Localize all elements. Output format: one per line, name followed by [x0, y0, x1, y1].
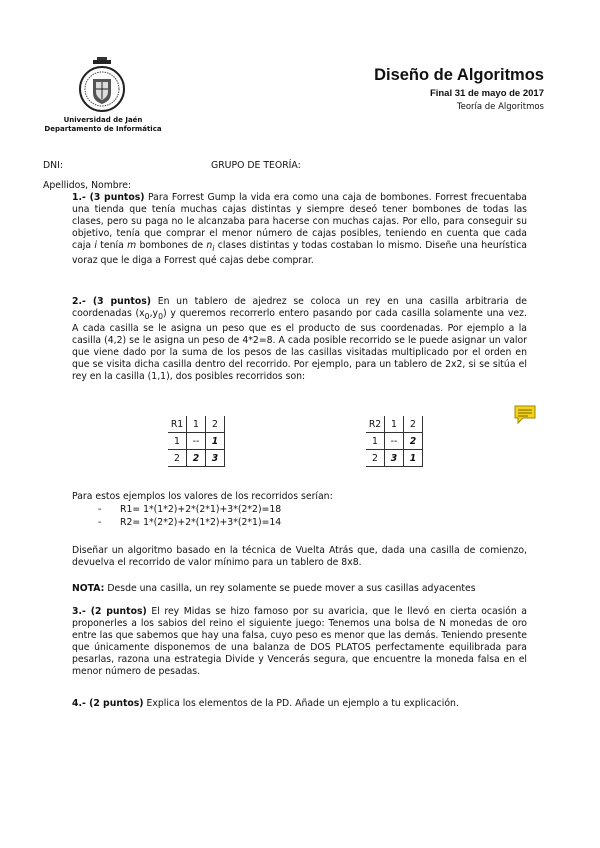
list-dash: - — [98, 517, 102, 528]
university-name: Universidad de Jaén — [63, 116, 143, 124]
table-cell: R2 — [366, 416, 385, 433]
route-table-r2 — [366, 416, 423, 467]
q1-var-n: n — [206, 240, 213, 252]
question-2 — [72, 296, 527, 384]
exam-subject: Teoría de Algoritmos — [456, 102, 544, 112]
table-row — [366, 416, 423, 433]
table-cell: 2 — [366, 450, 385, 467]
table-cell: 2 — [206, 416, 225, 433]
q2-text-b: ) y queremos recorrerlo entero pasando por cada casilla solamente una vez. A cada casilla se le asigna un peso que es el producto de sus coordenadas. Por ejemplo a la casilla (4,2) se le asigna un peso de 4*2=8. A cada posible recorrido se le puede asignar un valor que viene dado por la suma de los pesos de las casillas visitadas multiplicado por el orden en que se visita dicha casilla dentro del recorrido. Por ejemplo, para un tablero de 2x2, si se sitúa el rey en la casilla (1,1), dos posibles recorridos son: — [72, 308, 527, 383]
q2-comma-y: ,y — [149, 308, 159, 320]
example-r2: R2= 1*(2*2)+2*(1*2)+3*(2*1)=14 — [120, 517, 282, 528]
example-r1: R1= 1*(1*2)+2*(2*1)+3*(2*2)=18 — [120, 504, 282, 515]
q1-var-m: m — [127, 240, 137, 252]
table-cell: 1 — [187, 416, 206, 433]
q3-number: 3.- (2 puntos) — [72, 606, 147, 617]
q2-sub-a: 0 — [144, 311, 150, 321]
exam-title: Diseño de Algoritmos — [374, 66, 544, 84]
q1-text-c: bombones de — [136, 240, 207, 252]
question-3 — [72, 606, 527, 679]
q1-text-b: tenía — [96, 240, 128, 252]
exam-date: Final 31 de mayo de 2017 — [429, 88, 544, 99]
table-row — [168, 450, 225, 467]
question-1 — [72, 192, 527, 267]
q4-text: Explica los elementos de la PD. Añade un ejemplo a tu explicación. — [143, 698, 459, 709]
table-cell: 1 — [385, 416, 404, 433]
note-label: NOTA: — [72, 583, 105, 594]
table-cell: 3 — [385, 450, 404, 467]
route-table-r1 — [168, 416, 225, 467]
table-cell: 1 — [404, 450, 423, 467]
q2-task: Diseñar un algoritmo basado en la técnica de Vuelta Atrás que, dada una casilla de comienzo, devuelva el recorrido de valor mínimo para un tablero de 8x8. — [72, 545, 527, 569]
table-cell: 2 — [404, 416, 423, 433]
table-row — [168, 416, 225, 433]
table-cell: 1 — [206, 433, 225, 450]
university-seal-icon — [78, 57, 126, 115]
examples-list — [98, 503, 281, 529]
table-cell: 3 — [206, 450, 225, 467]
table-row — [168, 433, 225, 450]
q3-text: El rey Midas se hizo famoso por su avaricia, que le llevó en cierta ocasión a proponerles a los sabios del reino el siguiente juego: Tenemos una bolsa de N monedas de oro entre las que sabemos que hay una falsa, cuyo peso es menor que las demás. Teniendo presente que únicamente disponemos de una balanza de DOS PLATOS perfectamente equilibrada para pesarlas, razona una estrategia Divide y Vencerás segura, que encuentre la moneda falsa en el menor número de pesadas. — [72, 606, 527, 678]
q1-var-i: i — [94, 240, 97, 252]
q1-text-d: clases distintas y todas costaban lo mismo. Diseñe una heurística voraz que le diga a Forrest qué cajas debe comprar. — [72, 240, 527, 267]
q2-note — [72, 583, 527, 595]
question-4 — [72, 698, 527, 710]
examples-intro: Para estos ejemplos los valores de los recorridos serían: — [72, 491, 333, 502]
department-name: Departamento de Informática — [44, 125, 162, 133]
q1-number: 1.- (3 puntos) — [72, 192, 145, 203]
table-cell: -- — [385, 433, 404, 450]
q2-text-a: En un tablero de ajedrez se coloca un rey en una casilla arbitraria de coordenadas (x — [72, 296, 527, 320]
note-text: Desde una casilla, un rey solamente se puede mover a sus casillas adyacentes — [104, 583, 476, 594]
group-label: GRUPO DE TEORÍA: — [211, 160, 301, 171]
q4-number: 4.- (2 puntos) — [72, 698, 144, 709]
table-cell: 1 — [366, 433, 385, 450]
table-row — [366, 433, 423, 450]
list-dash: - — [98, 504, 102, 515]
table-cell: 2 — [187, 450, 206, 467]
q1-text-a: Para Forrest Gump la vida era como una caja de bombones. Forrest frecuentaba una tienda que tenía muchas cajas distintas y siempre deseó tener bombones de todas las clases, pero su paga no le alcanzaba para hacerse con muchas cajas. Por ello, para conseguir su objetivo, tenía que comprar el menor número de cajas posibles, teniendo en cuenta que cada caja — [72, 192, 527, 252]
university-block — [40, 116, 166, 134]
table-cell: 2 — [404, 433, 423, 450]
name-label: Apellidos, Nombre: — [43, 180, 132, 191]
q2-number: 2.- (3 puntos) — [72, 296, 152, 307]
list-item — [98, 516, 281, 529]
table-cell: R1 — [168, 416, 187, 433]
list-item — [98, 503, 281, 516]
table-cell: -- — [187, 433, 206, 450]
q1-var-n-sub: i — [212, 244, 215, 254]
sticky-note-icon[interactable] — [514, 405, 536, 425]
table-cell: 1 — [168, 433, 187, 450]
table-row — [366, 450, 423, 467]
q2-sub-b: 0 — [158, 311, 163, 321]
table-cell: 2 — [168, 450, 187, 467]
dni-label: DNI: — [43, 160, 63, 171]
